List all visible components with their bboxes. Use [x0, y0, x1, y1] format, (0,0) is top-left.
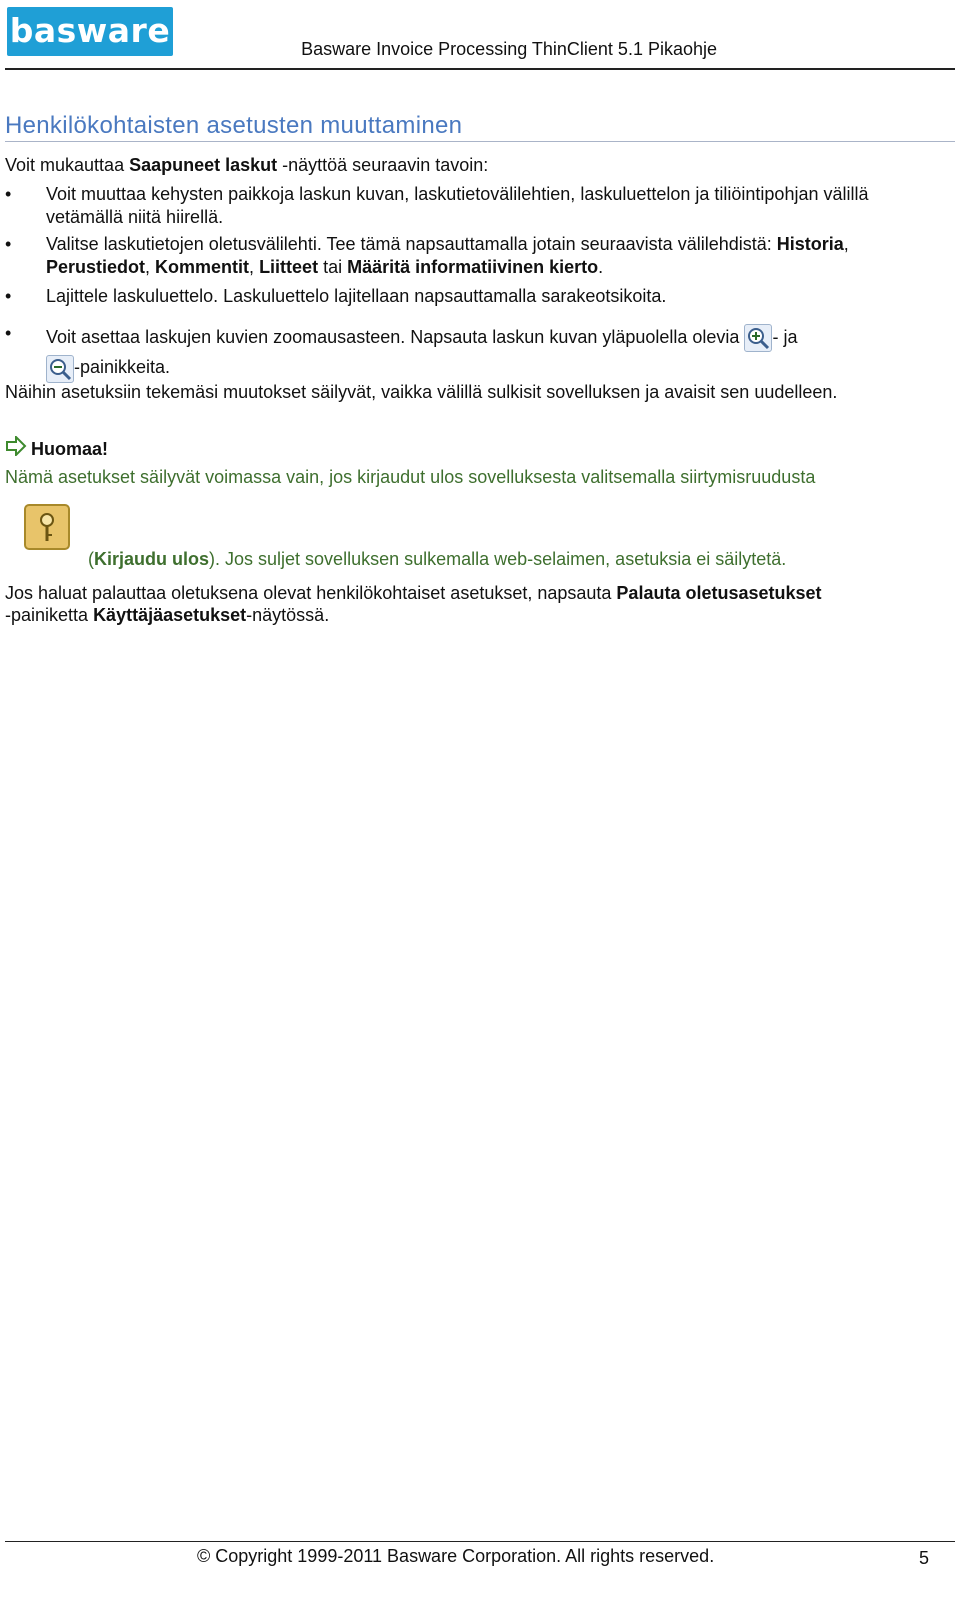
note-arrow-icon	[5, 436, 27, 456]
bullet-item-sort: Lajittele laskuluettelo. Laskuluettelo lajitellaan napsauttamalla sarakeotsikoita.	[46, 286, 667, 306]
persist-paragraph: Näihin asetuksiin tekemäsi muutokset säilyvät, vaikka välillä sulkisit sovelluksen ja avaisit sen uudelleen.	[5, 382, 838, 402]
bullet-marker: •	[5, 323, 12, 343]
bullet-marker: •	[5, 184, 12, 204]
footer-divider	[5, 1541, 955, 1542]
zoom-out-icon	[46, 355, 74, 383]
zoom-in-icon	[744, 324, 772, 352]
bullet-marker: •	[5, 286, 12, 306]
section-heading: Henkilökohtaisten asetusten muuttaminen	[5, 112, 955, 142]
copyright-text: © Copyright 1999-2011 Basware Corporation. All rights reserved.	[197, 1546, 715, 1566]
bullet-item-frames: Voit muuttaa kehysten paikkoja laskun kuvan, laskutietovälilehtien, laskuluettelon ja tiliöintipohjan välillä vetämällä niitä hiirellä.	[46, 184, 869, 227]
reset-paragraph: Jos haluat palauttaa oletuksena olevat henkilökohtaiset asetukset, napsauta Palauta oletusasetukset -painiketta Käyttäjäasetukset-näytössä.	[5, 583, 822, 625]
note-text-continued: (Kirjaudu ulos). Jos suljet sovelluksen sulkemalla web-selaimen, asetuksia ei säilytetä.	[88, 549, 787, 569]
basware-logo: basware	[7, 7, 173, 56]
bullet-item-zoom: Voit asettaa laskujen kuvien zoomausasteen. Napsauta laskun kuvan yläpuolella olevia - ja -painikkeita.	[46, 322, 936, 383]
bullet-item-default-tab: Valitse laskutietojen oletusvälilehti. Tee tämä napsauttamalla jotain seuraavista välilehdistä: Historia, Perustiedot, Kommentit, Liitteet tai Määritä informatiivinen kierto.	[46, 234, 849, 277]
page-number: 5	[919, 1548, 930, 1568]
intro-paragraph: Voit mukauttaa Saapuneet laskut -näyttöä seuraavin tavoin:	[5, 155, 489, 175]
screen-name: Saapuneet laskut	[129, 155, 278, 175]
key-icon	[24, 504, 70, 550]
document-title: Basware Invoice Processing ThinClient 5.1 Pikaohje	[301, 39, 717, 59]
note-title: Huomaa!	[31, 439, 109, 459]
note-text: Nämä asetukset säilyvät voimassa vain, jos kirjaudut ulos sovelluksesta valitsemalla siirtymisruudusta	[5, 467, 816, 487]
logout-label: Kirjaudu ulos	[94, 549, 210, 569]
header-divider	[5, 68, 955, 70]
reset-button-name: Palauta oletusasetukset	[616, 583, 822, 603]
settings-screen-name: Käyttäjäasetukset	[93, 605, 247, 625]
bullet-marker: •	[5, 234, 12, 254]
